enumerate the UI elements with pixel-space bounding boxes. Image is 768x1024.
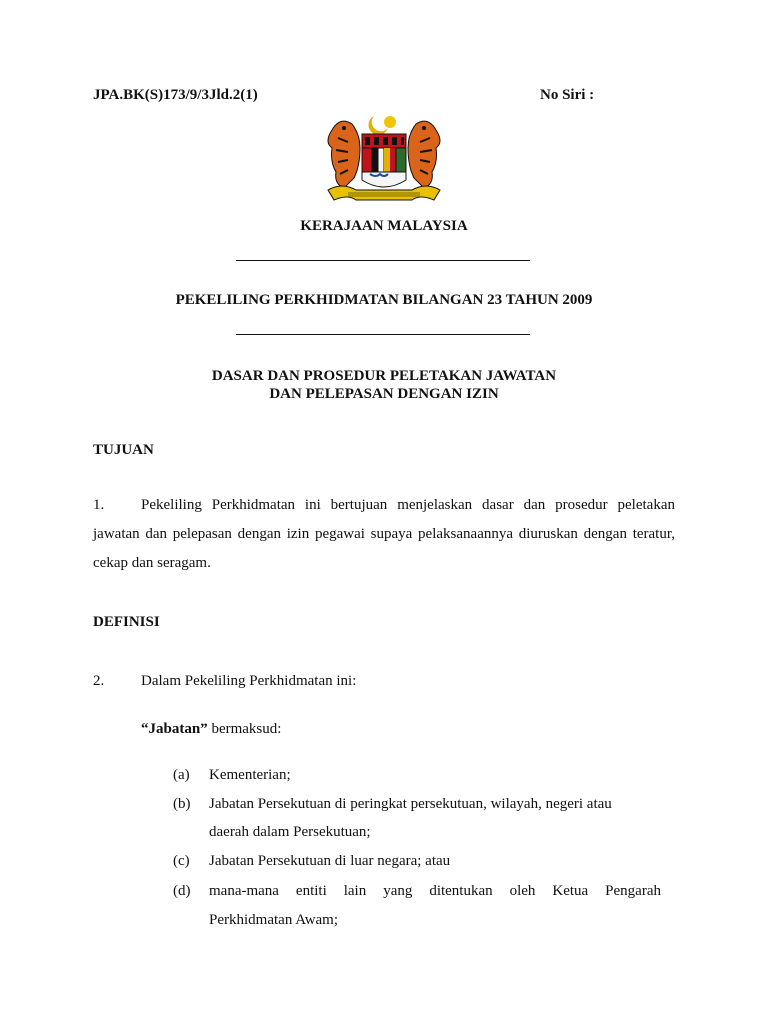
paragraph-number: 2. xyxy=(93,673,105,689)
list-item-text: Kementerian; xyxy=(209,767,291,783)
section-heading-definition: DEFINISI xyxy=(93,614,160,630)
list-item-label: (a) xyxy=(173,767,190,783)
divider-line xyxy=(236,260,530,261)
definition-term-suffix: bermaksud: xyxy=(207,721,282,737)
malaysia-coat-of-arms-emblem xyxy=(318,110,450,206)
government-title: KERAJAAN MALAYSIA xyxy=(300,218,468,234)
subject-line-1: DASAR DAN PROSEDUR PELETAKAN JAWATAN xyxy=(211,368,557,384)
list-item-label: (d) xyxy=(173,883,191,899)
list-item-label: (c) xyxy=(173,853,190,869)
paragraph-2-text: Dalam Pekeliling Perkhidmatan ini: xyxy=(141,673,357,689)
circular-title: PEKELILING PERKHIDMATAN BILANGAN 23 TAHUN 2009 xyxy=(175,292,593,308)
list-item-text: Jabatan Persekutuan di luar negara; atau xyxy=(209,853,451,869)
section-heading-purpose: TUJUAN xyxy=(93,442,154,458)
serial-number-label: No Siri : xyxy=(540,87,595,103)
paragraph-1-text: Pekeliling Perkhidmatan ini bertujuan menjelaskan dasar dan prosedur peletakan jawatan dan pelepasan dengan izin pegawai supaya pelaksanaannya diuruskan dengan teratur, cekap dan seragam. xyxy=(93,497,675,571)
definition-term-line xyxy=(141,720,281,738)
paragraph-number: 1. xyxy=(93,497,105,513)
list-item-text-continued: daerah dalam Persekutuan; xyxy=(209,824,371,840)
list-item-label: (b) xyxy=(173,796,191,812)
list-item-text: mana-mana entiti lain yang ditentukan oleh Ketua Pengarah xyxy=(209,883,661,899)
reference-number: JPA.BK(S)173/9/3Jld.2(1) xyxy=(93,87,258,103)
divider-line xyxy=(236,334,530,335)
list-item-text-continued: Perkhidmatan Awam; xyxy=(209,912,339,928)
list-item-text: Jabatan Persekutuan di peringkat persekutuan, wilayah, negeri atau xyxy=(209,796,612,812)
subject-line-2: DAN PELEPASAN DENGAN IZIN xyxy=(269,386,499,402)
definition-term: “Jabatan” xyxy=(141,721,208,737)
paragraph-1 xyxy=(93,491,675,578)
